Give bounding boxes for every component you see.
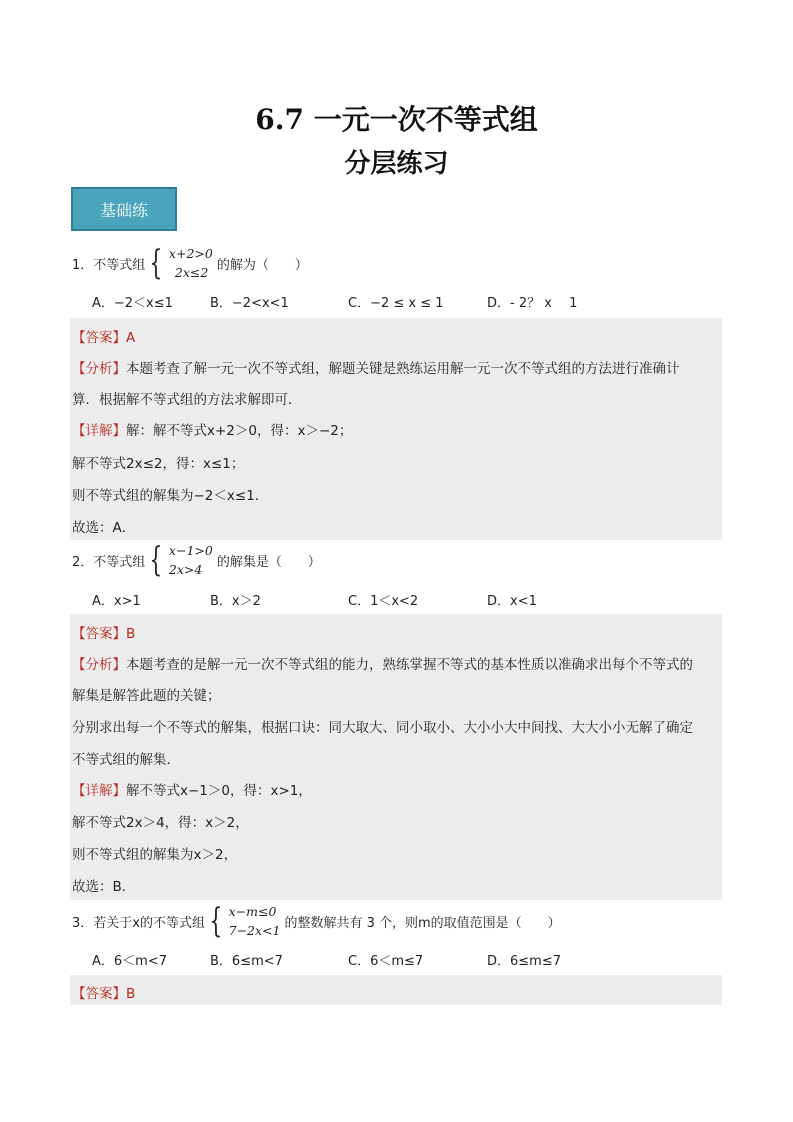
- answer-value: A: [126, 330, 136, 346]
- option-c[interactable]: C．−2 ≤ x ≤ 1: [348, 296, 444, 311]
- detail-line: [72, 419, 352, 439]
- analysis-text: 不等式组的解集．: [72, 752, 180, 768]
- analysis-text: 本题考查了解一元一次不等式组，解题关键是熟练运用解一元一次不等式组的方法进行准确计: [126, 361, 680, 377]
- question-3-suffix: 的整数解共有 3 个，则m的取值范围是（ ）: [284, 915, 561, 931]
- answer-line: [72, 622, 135, 642]
- question-1-options: [92, 292, 732, 312]
- option-c[interactable]: C．6＜m≤7: [348, 954, 424, 969]
- question-2: [72, 541, 321, 579]
- analysis-text: 本题考查的是解一元一次不等式组的能力，熟练掌握不等式的基本性质以准确求出每个不等式的: [126, 657, 693, 673]
- brace-symbol: {: [209, 901, 223, 941]
- system-line: x−1>0: [168, 543, 213, 558]
- option-a[interactable]: A．6＜m<7: [92, 954, 167, 969]
- question-3-prefix: 3．若关于x的不等式组: [72, 915, 205, 931]
- option-d[interactable]: D．- 2？ x 1: [487, 296, 578, 311]
- answer-tag: 【答案】: [72, 626, 126, 642]
- solution-box-2: [70, 614, 722, 900]
- detail-text: 解不等式2x≤2，得：x≤1；: [72, 456, 245, 472]
- section-tag: 基础练: [71, 187, 177, 231]
- analysis-text: 算．根据解不等式组的方法求解即可．: [72, 392, 302, 408]
- option-a[interactable]: A．−2＜x≤1: [92, 296, 173, 311]
- question-1-prefix: 1．不等式组: [72, 257, 146, 273]
- answer-value: B: [126, 626, 136, 642]
- answer-line: [72, 326, 135, 346]
- option-b[interactable]: B．−2<x<1: [210, 296, 289, 311]
- detail-text: 解不等式2x＞4，得：x＞2，: [72, 815, 249, 831]
- question-2-suffix: 的解集是（ ）: [216, 554, 321, 570]
- question-2-options: [92, 590, 732, 610]
- detail-tag: 【详解】: [72, 423, 126, 439]
- option-c[interactable]: C．1＜x<2: [348, 594, 419, 609]
- system-line: x+2>0: [168, 246, 213, 261]
- analysis-text: 分别求出每一个不等式的解集，根据口诀：同大取大、同小取小、大小小大中间找、大大小小无解了确定: [72, 720, 693, 736]
- detail-tag: 【详解】: [72, 783, 126, 799]
- detail-text: 解：解不等式x+2＞0，得：x＞−2；: [126, 423, 353, 439]
- page-title: 6.7 一元一次不等式组: [255, 103, 538, 136]
- inequality-system: [169, 541, 213, 579]
- question-3: [72, 902, 561, 940]
- analysis-tag: 【分析】: [72, 657, 126, 673]
- option-d[interactable]: D．6≤m≤7: [487, 954, 562, 969]
- detail-text: 故选：A．: [72, 520, 136, 536]
- inequality-system: [229, 902, 281, 940]
- question-1-suffix: 的解为（ ）: [216, 257, 308, 273]
- system-line: 2x>4: [168, 562, 203, 577]
- system-line: 7−2x<1: [228, 923, 281, 938]
- system-line: x−m≤0: [228, 904, 277, 919]
- question-3-options: [92, 950, 732, 970]
- option-b[interactable]: B．x＞2: [210, 594, 261, 609]
- option-d[interactable]: D．x<1: [487, 594, 537, 609]
- answer-tag: 【答案】: [72, 330, 126, 346]
- question-1: [72, 244, 308, 282]
- brace-symbol: {: [149, 540, 163, 580]
- brace-symbol: {: [149, 243, 163, 283]
- option-b[interactable]: B．6≤m<7: [210, 954, 283, 969]
- detail-text: 则不等式组的解集为x＞2，: [72, 847, 238, 863]
- solution-box-3: [70, 975, 722, 1005]
- question-2-prefix: 2．不等式组: [72, 554, 146, 570]
- inequality-system: [169, 244, 213, 282]
- answer-value: B: [126, 986, 136, 1002]
- detail-text: 故选：B．: [72, 879, 136, 895]
- option-a[interactable]: A．x>1: [92, 594, 141, 609]
- detail-line: [72, 779, 312, 799]
- page-subtitle: 分层练习: [344, 149, 449, 179]
- analysis-line: [72, 653, 693, 673]
- detail-text: 解不等式x−1＞0，得：x>1，: [126, 783, 312, 799]
- analysis-text: 解集是解答此题的关键；: [72, 688, 221, 704]
- analysis-line: [72, 357, 680, 377]
- detail-text: 则不等式组的解集为−2＜x≤1．: [72, 488, 269, 504]
- answer-line: [72, 982, 135, 1002]
- solution-box-1: [70, 318, 722, 540]
- answer-tag: 【答案】: [72, 986, 126, 1002]
- system-line: 2x≤2: [174, 265, 209, 280]
- analysis-tag: 【分析】: [72, 361, 126, 377]
